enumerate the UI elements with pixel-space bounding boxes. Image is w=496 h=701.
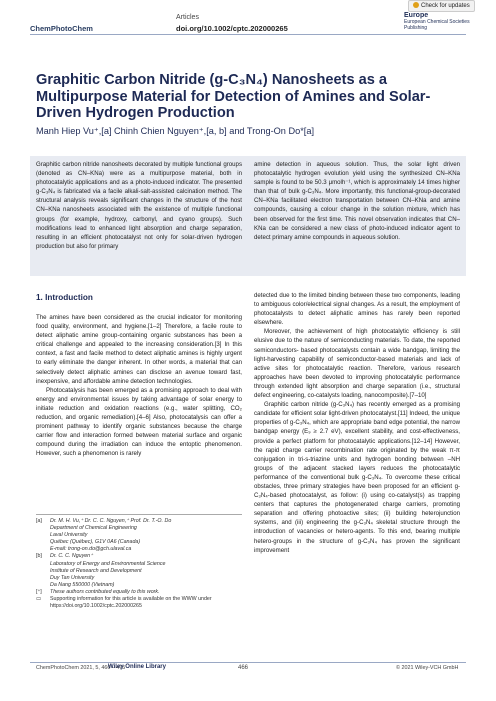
section-label: Articles	[176, 14, 199, 21]
header-divider	[30, 34, 466, 35]
article-title: Graphitic Carbon Nitride (g-C₃N₄) Nanosheets as a Multipurpose Material for Detection of Amines and Solar-Driven Hydrogen Production	[36, 72, 431, 122]
check-updates-button[interactable]: Check for updates	[408, 0, 475, 12]
paragraph: Moreover, the achievement of high photocatalytic efficiency is still elusive due to the nature of semiconducting materials. To date, the reported semiconductors- based photocatalysts contain a wide bandgap, limiting the light-harvesting capability of semiconductor-based materials and lack of active sites for photocatalytic reaction. Therefore, various research approaches have been devoted to improving photocatalytic performance through extended light absorption and charge separation (i.e., structural defect engineering, co-catalysts loading, nanocomposite).[7–10]	[254, 328, 460, 400]
page-number: 466	[238, 665, 249, 671]
footnote-plus: [⁺] These authors contributed equally to this work.	[36, 588, 160, 595]
journal-name: ChemPhotoChem	[30, 24, 93, 33]
abstract-left-column: Graphitic carbon nitride nanosheets decorated by multiple functional groups (denoted as CN–KNa) were as a multipurpose material, both in photocatalytic applications and as a photo-induced indicator. The presented g-C₃N₄ is fabricated via a facile alkali-salt-assisted calcination method. The structural analysis reveals significant changes in the structure of the host CN–KNa nanosheets associated with the existence of multiple functional groups (for example, hydroxy, carbonyl, and cyano groups). Such modifications lead to enhanced light absorption and charge separation, resulting in an efficient photocatalyst not only for solar-driven hydrogen production but also for primary	[36, 161, 242, 250]
section-heading: 1. Introduction	[36, 293, 93, 302]
paragraph: The amines have been considered as the crucial indicator for monitoring food quality, environment, and hygiene.[1–2] Therefore, a facile route to detect aliphatic amine group-containing organic substances has been a critical challenge and appealed to the increasing consideration.[3] In this context, a fast and facile method to detect aliphatic amines is highly urgent to early eliminate the danger inherent. In other words, a material that can selectively detect aliphatic amines can disclose an avenue toward fast, inexpensive, and affordable amine detection technologies.	[36, 314, 242, 385]
paragraph: Graphitic carbon nitride (g-C₃N₄) has recently emerged as a promising candidate for efficient solar light-driven photocatalyst.[11] Indeed, the unique properties of g-C₃N₄, which are appropriate band edge potential, the narrow bandgap energy (E₉ ≥ 2.7 eV), excellent stability, and cost-effectiveness, provide a perfect platform for photocatalytic applications.[12–14] However, the rapid charge carrier recombination rate originated by the weak π-π conjugation in tri-s-triazine units and hydrogen bonding between –NH groups of the adjacent stacked layers reduces the photocatalytic performance of the conventional bulk g-C₃N₄. To overcome these critical obstacles, three primary strategies have been proposed for an efficient g-C₃N₄-based photocatalyst, as follow: (i) using co-catalyst(s) as trapping centers that captures the photogenerated charge carriers, promoting separation and offering photoactive sites; (ii) building heterojunction systems, and (iii) engineering the g-C₃N₄ skeletal structure through the introduction of vacancies or hetero-agents. To this end, bearing multiple hetero-groups in the structure of g-C₃N₄ has proven the significant improvement	[254, 401, 460, 554]
body-right-column	[254, 291, 460, 555]
paragraph: detected due to the limited binding between these two components, leading to ambiguous color/electrical signal changes. As a result, the employment of photocatalysts to detect aliphatic amines has rarely been reported elsewhere.	[254, 292, 460, 327]
document-icon: ▭	[36, 596, 42, 603]
author-list: Manh Hiep Vu⁺,[a] Chinh Chien Nguyen⁺,[a, b] and Trong-On Do*[a]	[36, 126, 314, 136]
footnote-b: [b] Dr. C. C. Nguyen⁺ Laboratory of Energy and Environmental Science Institute of Research and Development Duy Tan University Da Nang 550000 (Vietnam)	[36, 553, 166, 588]
wiley-online-library-link[interactable]: Wiley Online Library	[108, 664, 166, 670]
update-icon	[413, 2, 419, 8]
body-left-column	[36, 313, 242, 459]
supporting-info-link[interactable]: Supporting information for this article is available on the WWW under https://doi.org/10.1002/cptc.202000265	[50, 596, 212, 610]
abstract-right-column: amine detection in aqueous solution. Thus, the solar light driven photocatalytic hydrogen evolution yield using the synthesized CN–KNa sample is found to be 50.3 μmolh⁻¹, which is approximately 14 times higher than that of bulk g-C₃N₄. More importantly, this functional-group-decorated CN–KNa facilitated electron transportation between CN–KNa and amine compounds, causing a colour change in the solution mixture, which has been observed for the first time. This novel observation indicates that CN–KNa can be considered a new class of photo-induced indicator agent to detect primary amine compounds in aqueous solution.	[254, 161, 460, 241]
footnote-si	[36, 596, 248, 610]
publisher-logo: Europe European Chemical Societies Publishing	[404, 12, 470, 31]
footnote-a: [a] Dr. M. H. Vu,⁺ Dr. C. C. Nguyen,⁺ Prof. Dr. T.-O. Do Department of Chemical Engineering Laval University Québec (Québec), G1V 0A6 (Canada) E-mail: trong-on.do@gch.ulaval.ca	[36, 518, 172, 553]
footer-copyright: © 2021 Wiley-VCH GmbH	[396, 665, 459, 671]
footer-citation: ChemPhotoChem 2021, 5, 466 – 475	[36, 665, 126, 671]
email-link[interactable]: E-mail: trong-on.do@gch.ulaval.ca	[50, 546, 132, 553]
footer-divider	[30, 662, 466, 663]
footnotes	[36, 518, 248, 610]
footnote-divider	[36, 514, 242, 515]
doi-link[interactable]: doi.org/10.1002/cptc.202000265	[176, 24, 288, 33]
paragraph: Photocatalysis has been emerged as a promising approach to deal with energy and environmental issues by taking advantage of solar energy to initiate reduction and oxidation reactions (e.g., water splitting, CO₂ reduction, and organic remediation).[4–6] Also, photocatalysis can offer a prominent pathway to identify organic substances because the charge carrier flow and interaction formed between material surface and organic compound during the irradiation can induce the entoptic phenomenon. However, such a phenomenon is rarely	[36, 386, 242, 458]
